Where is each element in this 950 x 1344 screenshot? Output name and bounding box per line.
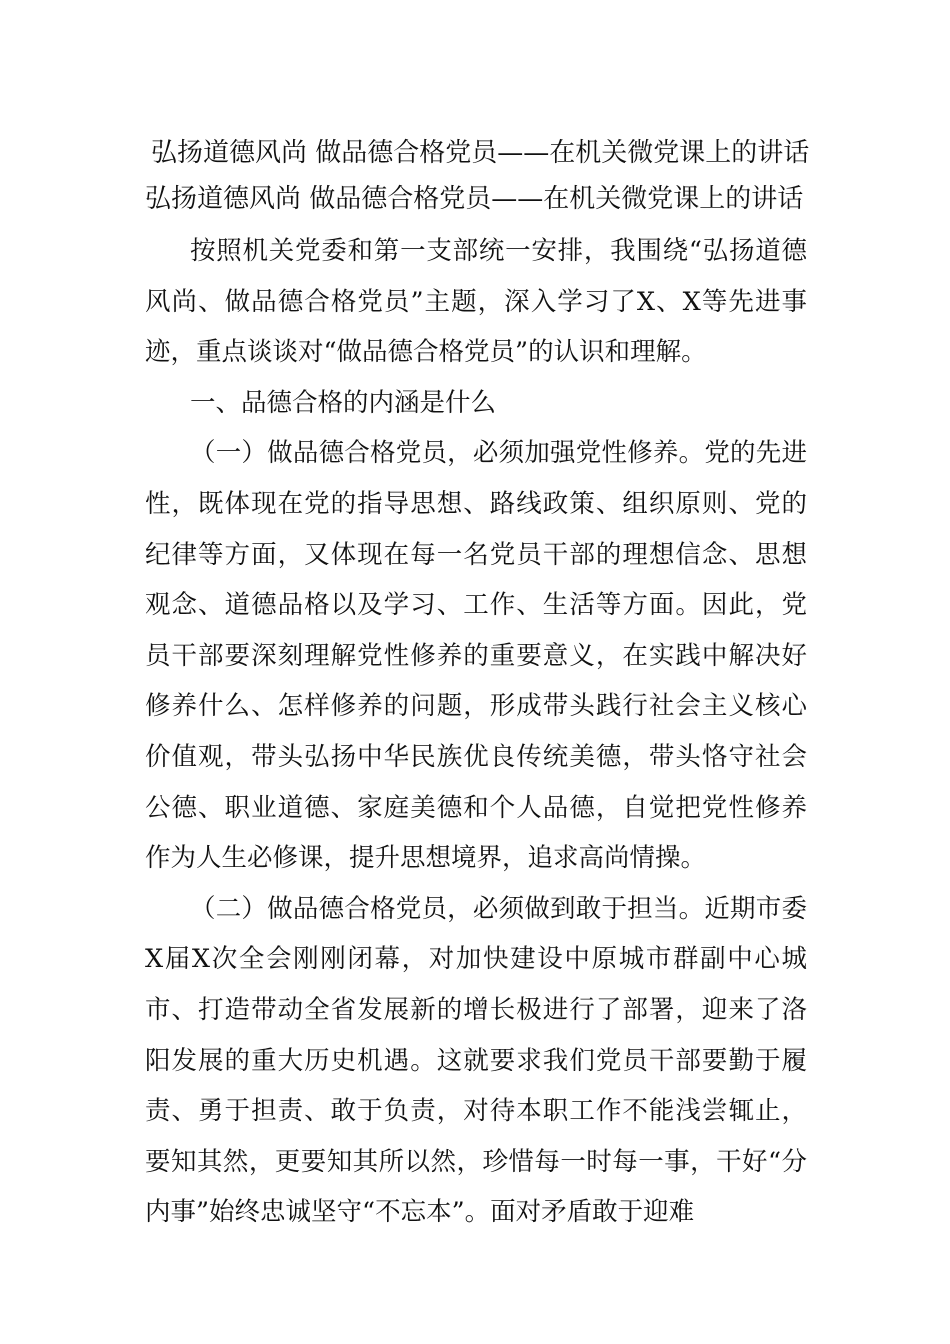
body-paragraph-1: （一）做品德合格党员，必须加强党性修养。党的先进性，既体现在党的指导思想、路线政策、组织原则、党的纪律等方面，又体现在每一名党员干部的理想信念、思想观念、道德品格以及学习、工作、生活等方面。因此，党员干部要深刻理解党性修养的重要意义，在实践中解决好修养什么、怎样修养的问题，形成带头践行社会主义核心价值观，带头弘扬中华民族优良传统美德，带头恪守社会公德、职业道德、家庭美德和个人品德，自觉把党性修养作为人生必修课，提升思想境界，追求高尚情操。 (145, 438, 807, 874)
intro-paragraph: 按照机关党委和第一支部统一安排，我围绕“弘扬道德风尚、做品德合格党员”主题，深入学习了X、X等先进事迹，重点谈谈对“做品德合格党员”的认识和理解。 (145, 236, 807, 368)
document-title-repeat: 弘扬道德风尚 做品德合格党员——在机关微党课上的讲话 (145, 184, 804, 214)
body-paragraph-2: （二）做品德合格党员，必须做到敢于担当。近期市委X届X次全会刚刚闭幕，对加快建设中原城市群副中心城市、打造带动全省发展新的增长极进行了部署，迎来了洛阳发展的重大历史机遇。这就要求我们党员干部要勤于履责、勇于担责、敢于负责，对待本职工作不能浅尝辄止，要知其然，更要知其所以然，珍惜每一时每一事，干好“分内事”始终忠诚坚守“不忘本”。面对矛盾敢于迎难 (145, 893, 807, 1228)
document-page (145, 130, 810, 1238)
section-heading: 一、品德合格的内涵是什么 (190, 387, 497, 418)
document-title: 弘扬道德风尚 做品德合格党员——在机关微党课上的讲话 (151, 138, 810, 168)
